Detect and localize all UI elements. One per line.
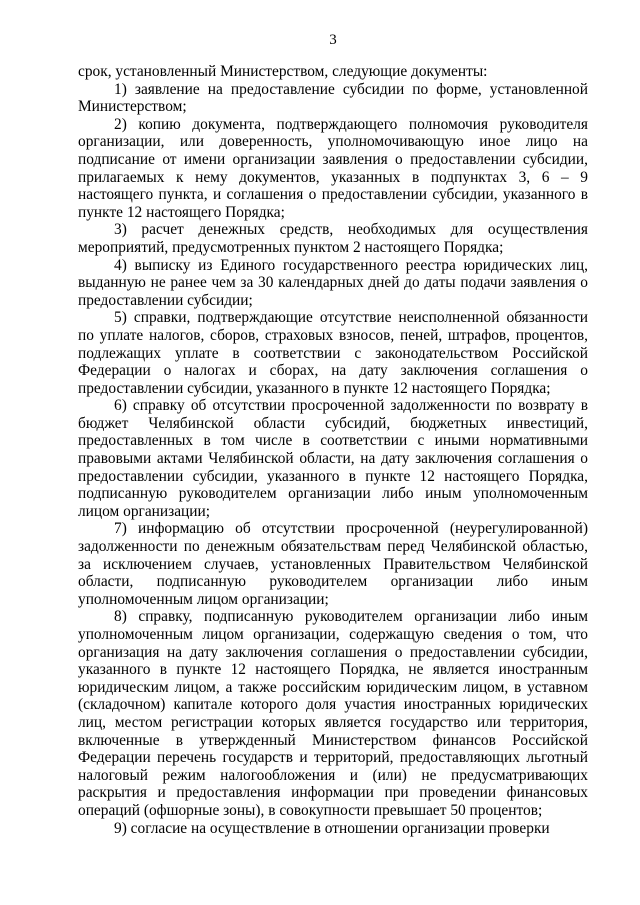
paragraph-item-4: 4) выписку из Единого государственного реестра юридических лиц, выданную не ранее чем за 30 календарных дней до даты подачи заявления о предоставлении субсидии; [78, 256, 588, 309]
paragraph-item-2: 2) копию документа, подтверждающего полномочия руководителя организации, или доверенность, уполномочивающую иное лицо на подписание от имени организации заявления о предоставлении субсидии, прилагаемых к нему документов, указанных в подпунктах 3, 6 – 9 настоящего пункта, и соглашения о предоставлении субсидии, указанного в пункте 12 настоящего Порядка; [78, 115, 588, 221]
paragraph-item-9: 9) согласие на осуществление в отношении организации проверки [114, 819, 550, 837]
paragraph-item-8: 8) справку, подписанную руководителем организации либо иным уполномоченным лицом организации, содержащую сведения о том, что организация на дату заключения соглашения о предоставлении субсидии, указанного в пункте 12 настоящего Порядка, не является иностранным юридическим лицом, а также российским юридическим лицом, в уставном (складочном) капитале которого доля участия иностранных юридических лиц, местом регистрации которых является государство или территория, включенные в утвержденный Министерством финансов Российской Федерации перечень государств и территорий, предоставляющих льготный налоговый режим налогообложения и (или) не предусматривающих раскрытия и предоставления информации при проведении финансовых операций (офшорные зоны), в совокупности превышает 50 процентов; [78, 608, 588, 819]
paragraph-item-5: 5) справки, подтверждающие отсутствие неисполненной обязанности по уплате налогов, сборов, страховых взносов, пеней, штрафов, процентов, подлежащих уплате в соответствии с законодательством Российской Федерации о налогах и сборах, на дату заключения соглашения о предоставлении субсидии, указанного в пункте 12 настоящего Порядка; [78, 309, 588, 397]
document-body [78, 63, 588, 837]
page-number: 3 [329, 32, 337, 48]
paragraph-item-7: 7) информацию об отсутствии просроченной (неурегулированной) задолженности по денежным обязательствам перед Челябинской областью, за исключением случаев, установленных Правительством Челябинской области, подписанную руководителем организации либо иным уполномоченным лицом организации; [78, 520, 588, 608]
paragraph-item-1: 1) заявление на предоставление субсидии по форме, установленной Министерством; [78, 80, 588, 116]
paragraph-intro: срок, установленный Министерством, следующие документы: [78, 63, 488, 80]
paragraph-item-6: 6) справку об отсутствии просроченной задолженности по возврату в бюджет Челябинской области субсидий, бюджетных инвестиций, предоставленных в том числе в соответствии с иными нормативными правовыми актами Челябинской области, на дату заключения соглашения о предоставлении субсидии, указанного в пункте 12 настоящего Порядка, подписанную руководителем организации либо иным уполномоченным лицом организации; [78, 397, 588, 520]
paragraph-item-3: 3) расчет денежных средств, необходимых для осуществления мероприятий, предусмотренных пунктом 2 настоящего Порядка; [78, 221, 588, 256]
